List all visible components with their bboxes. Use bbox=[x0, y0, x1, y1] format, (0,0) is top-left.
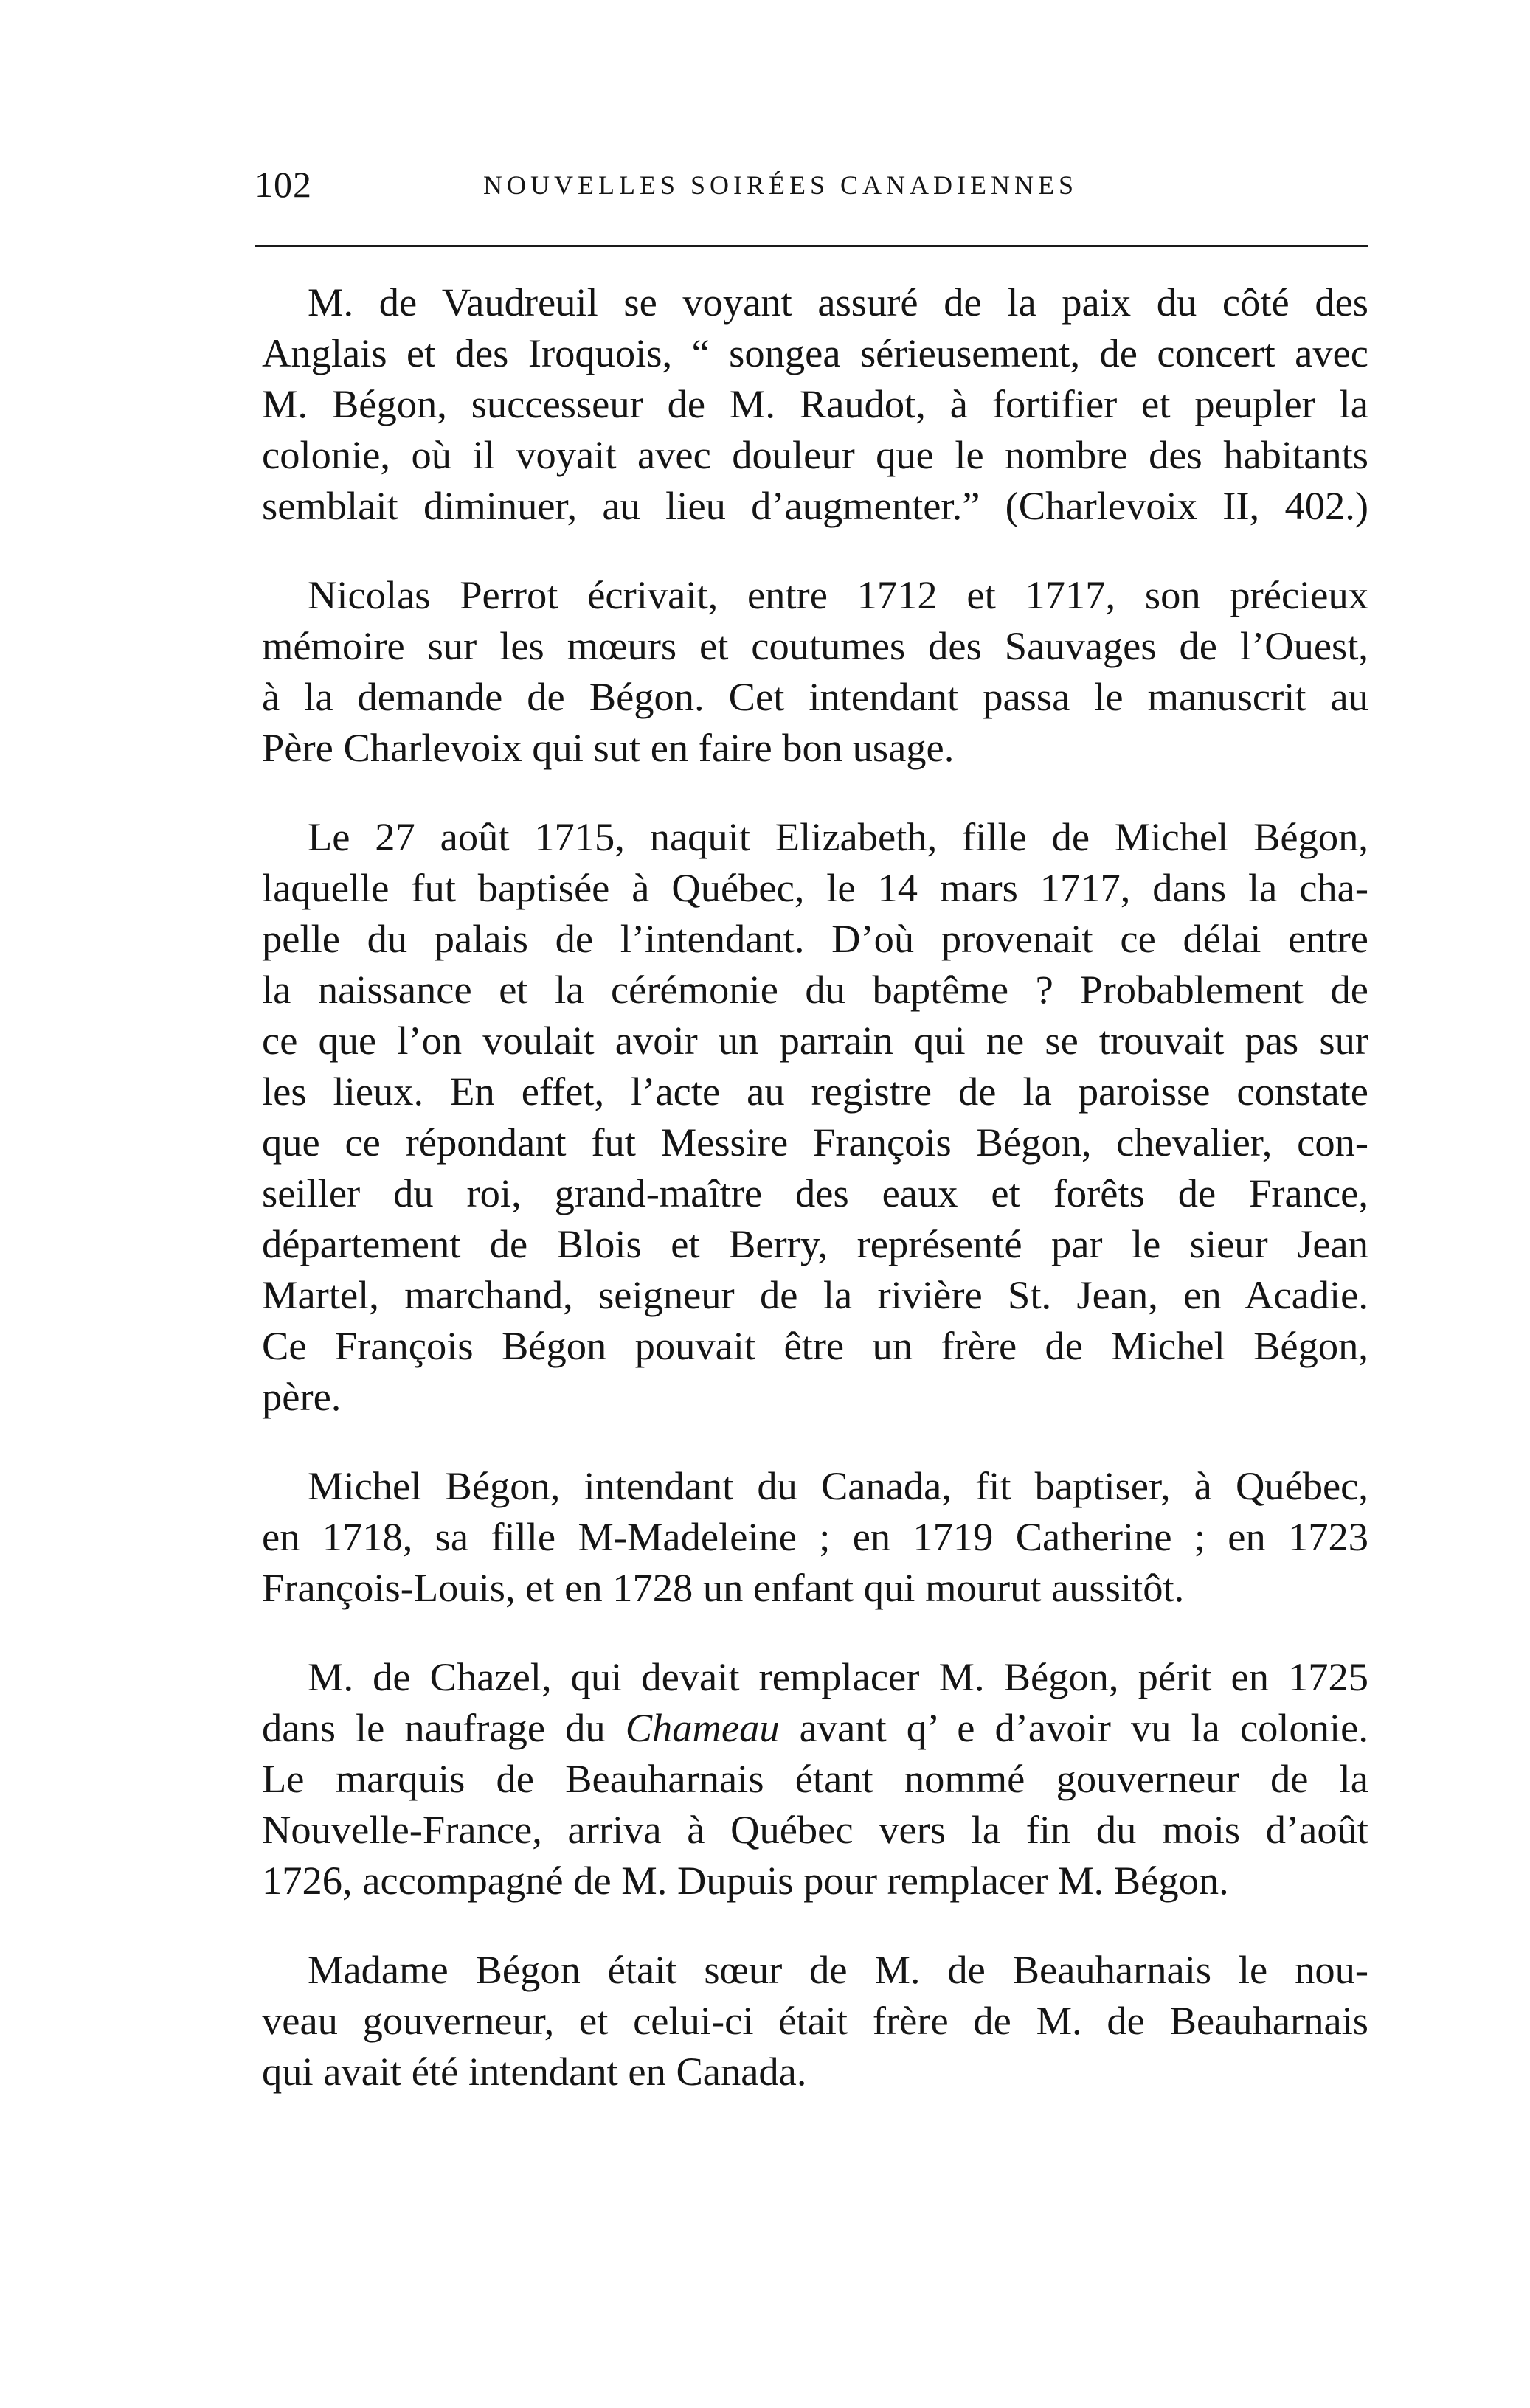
text-line: Ce François Bégon pouvait être un frère de Michel Bégon, bbox=[262, 1323, 1368, 1368]
text-line: laquelle fut baptisée à Québec, le 14 mars 1717, dans la cha- bbox=[262, 865, 1368, 910]
text-run: Nouvelle-France, arriva à Québec vers la fin du mois d’août bbox=[262, 1807, 1368, 1852]
text-line: les lieux. En effet, l’acte au registre de la paroisse constate bbox=[262, 1069, 1368, 1114]
running-head bbox=[255, 162, 1368, 214]
running-title: NOUVELLES SOIRÉES CANADIENNES bbox=[483, 170, 1078, 200]
text-line bbox=[262, 1651, 1368, 1702]
text-line bbox=[262, 1855, 1368, 1906]
text-line: M. Bégon, successeur de M. Raudot, à fortifier et peupler la bbox=[262, 381, 1368, 426]
text-run: M. de Chazel, qui devait remplacer M. Bégon, périt en 1725 bbox=[308, 1654, 1368, 1699]
paragraph-1 bbox=[262, 277, 1368, 531]
text-line: seiller du roi, grand-maître des eaux et forêts de France, bbox=[262, 1170, 1368, 1215]
text-run: Le marquis de Beauharnais étant nommé gouverneur de la bbox=[262, 1756, 1368, 1801]
text-run: dans le naufrage du bbox=[262, 1705, 626, 1750]
text-run: 1726, accompagné de M. Dupuis pour remplacer M. Bégon. bbox=[262, 1858, 1229, 1903]
text-line bbox=[262, 1702, 1368, 1753]
paragraph-2 bbox=[262, 569, 1368, 773]
text-line bbox=[262, 1753, 1368, 1804]
text-line: François-Louis, et en 1728 un enfant qui mourut aussitôt. bbox=[262, 1565, 1185, 1610]
body-text bbox=[262, 277, 1368, 2135]
text-line: Nicolas Perrot écrivait, entre 1712 et 1717, son précieux bbox=[308, 572, 1368, 617]
text-line: M. de Vaudreuil se voyant assuré de la paix du côté des bbox=[308, 280, 1368, 325]
text-run: avant q’ e d’avoir vu la colonie. bbox=[779, 1705, 1368, 1750]
text-line: Père Charlevoix qui sut en faire bon usage. bbox=[262, 725, 955, 770]
ship-name-italic: Chameau bbox=[625, 1705, 780, 1750]
paragraph-5 bbox=[262, 1651, 1368, 1906]
text-line: Michel Bégon, intendant du Canada, fit baptiser, à Québec, bbox=[308, 1463, 1368, 1508]
text-line: ce que l’on voulait avoir un parrain qui ne se trouvait pas sur bbox=[262, 1018, 1368, 1063]
text-line: département de Blois et Berry, représenté par le sieur Jean bbox=[262, 1221, 1368, 1266]
text-line: Anglais et des Iroquois, “ songea sérieusement, de concert avec bbox=[262, 330, 1368, 375]
paragraph-6 bbox=[262, 1944, 1368, 2097]
text-line: en 1718, sa fille M-Madeleine ; en 1719 Catherine ; en 1723 bbox=[262, 1514, 1368, 1559]
text-line: semblait diminuer, au lieu d’augmenter.” (Charlevoix II, 402.) bbox=[262, 483, 1368, 528]
text-line: la naissance et la cérémonie du baptême ? Probablement de bbox=[262, 967, 1368, 1012]
header-rule bbox=[255, 245, 1368, 247]
text-line: père. bbox=[262, 1374, 342, 1419]
text-line: que ce répondant fut Messire François Bégon, chevalier, con- bbox=[262, 1120, 1368, 1165]
text-line: Martel, marchand, seigneur de la rivière St. Jean, en Acadie. bbox=[262, 1272, 1368, 1317]
text-line: mémoire sur les mœurs et coutumes des Sauvages de l’Ouest, bbox=[262, 623, 1368, 668]
paragraph-3 bbox=[262, 811, 1368, 1422]
text-line: Le 27 août 1715, naquit Elizabeth, fille de Michel Bégon, bbox=[308, 814, 1368, 859]
text-line bbox=[262, 1804, 1368, 1855]
text-line: Madame Bégon était sœur de M. de Beauharnais le nou- bbox=[308, 1947, 1368, 1992]
text-line: à la demande de Bégon. Cet intendant passa le manuscrit au bbox=[262, 674, 1368, 719]
text-line: veau gouverneur, et celui-ci était frère de M. de Beauharnais bbox=[262, 1998, 1368, 2043]
text-line: pelle du palais de l’intendant. D’où provenait ce délai entre bbox=[262, 916, 1368, 961]
text-line: colonie, où il voyait avec douleur que le nombre des habitants bbox=[262, 432, 1368, 477]
text-line: qui avait été intendant en Canada. bbox=[262, 2049, 807, 2094]
page-number: 102 bbox=[255, 164, 312, 205]
paragraph-4 bbox=[262, 1460, 1368, 1613]
